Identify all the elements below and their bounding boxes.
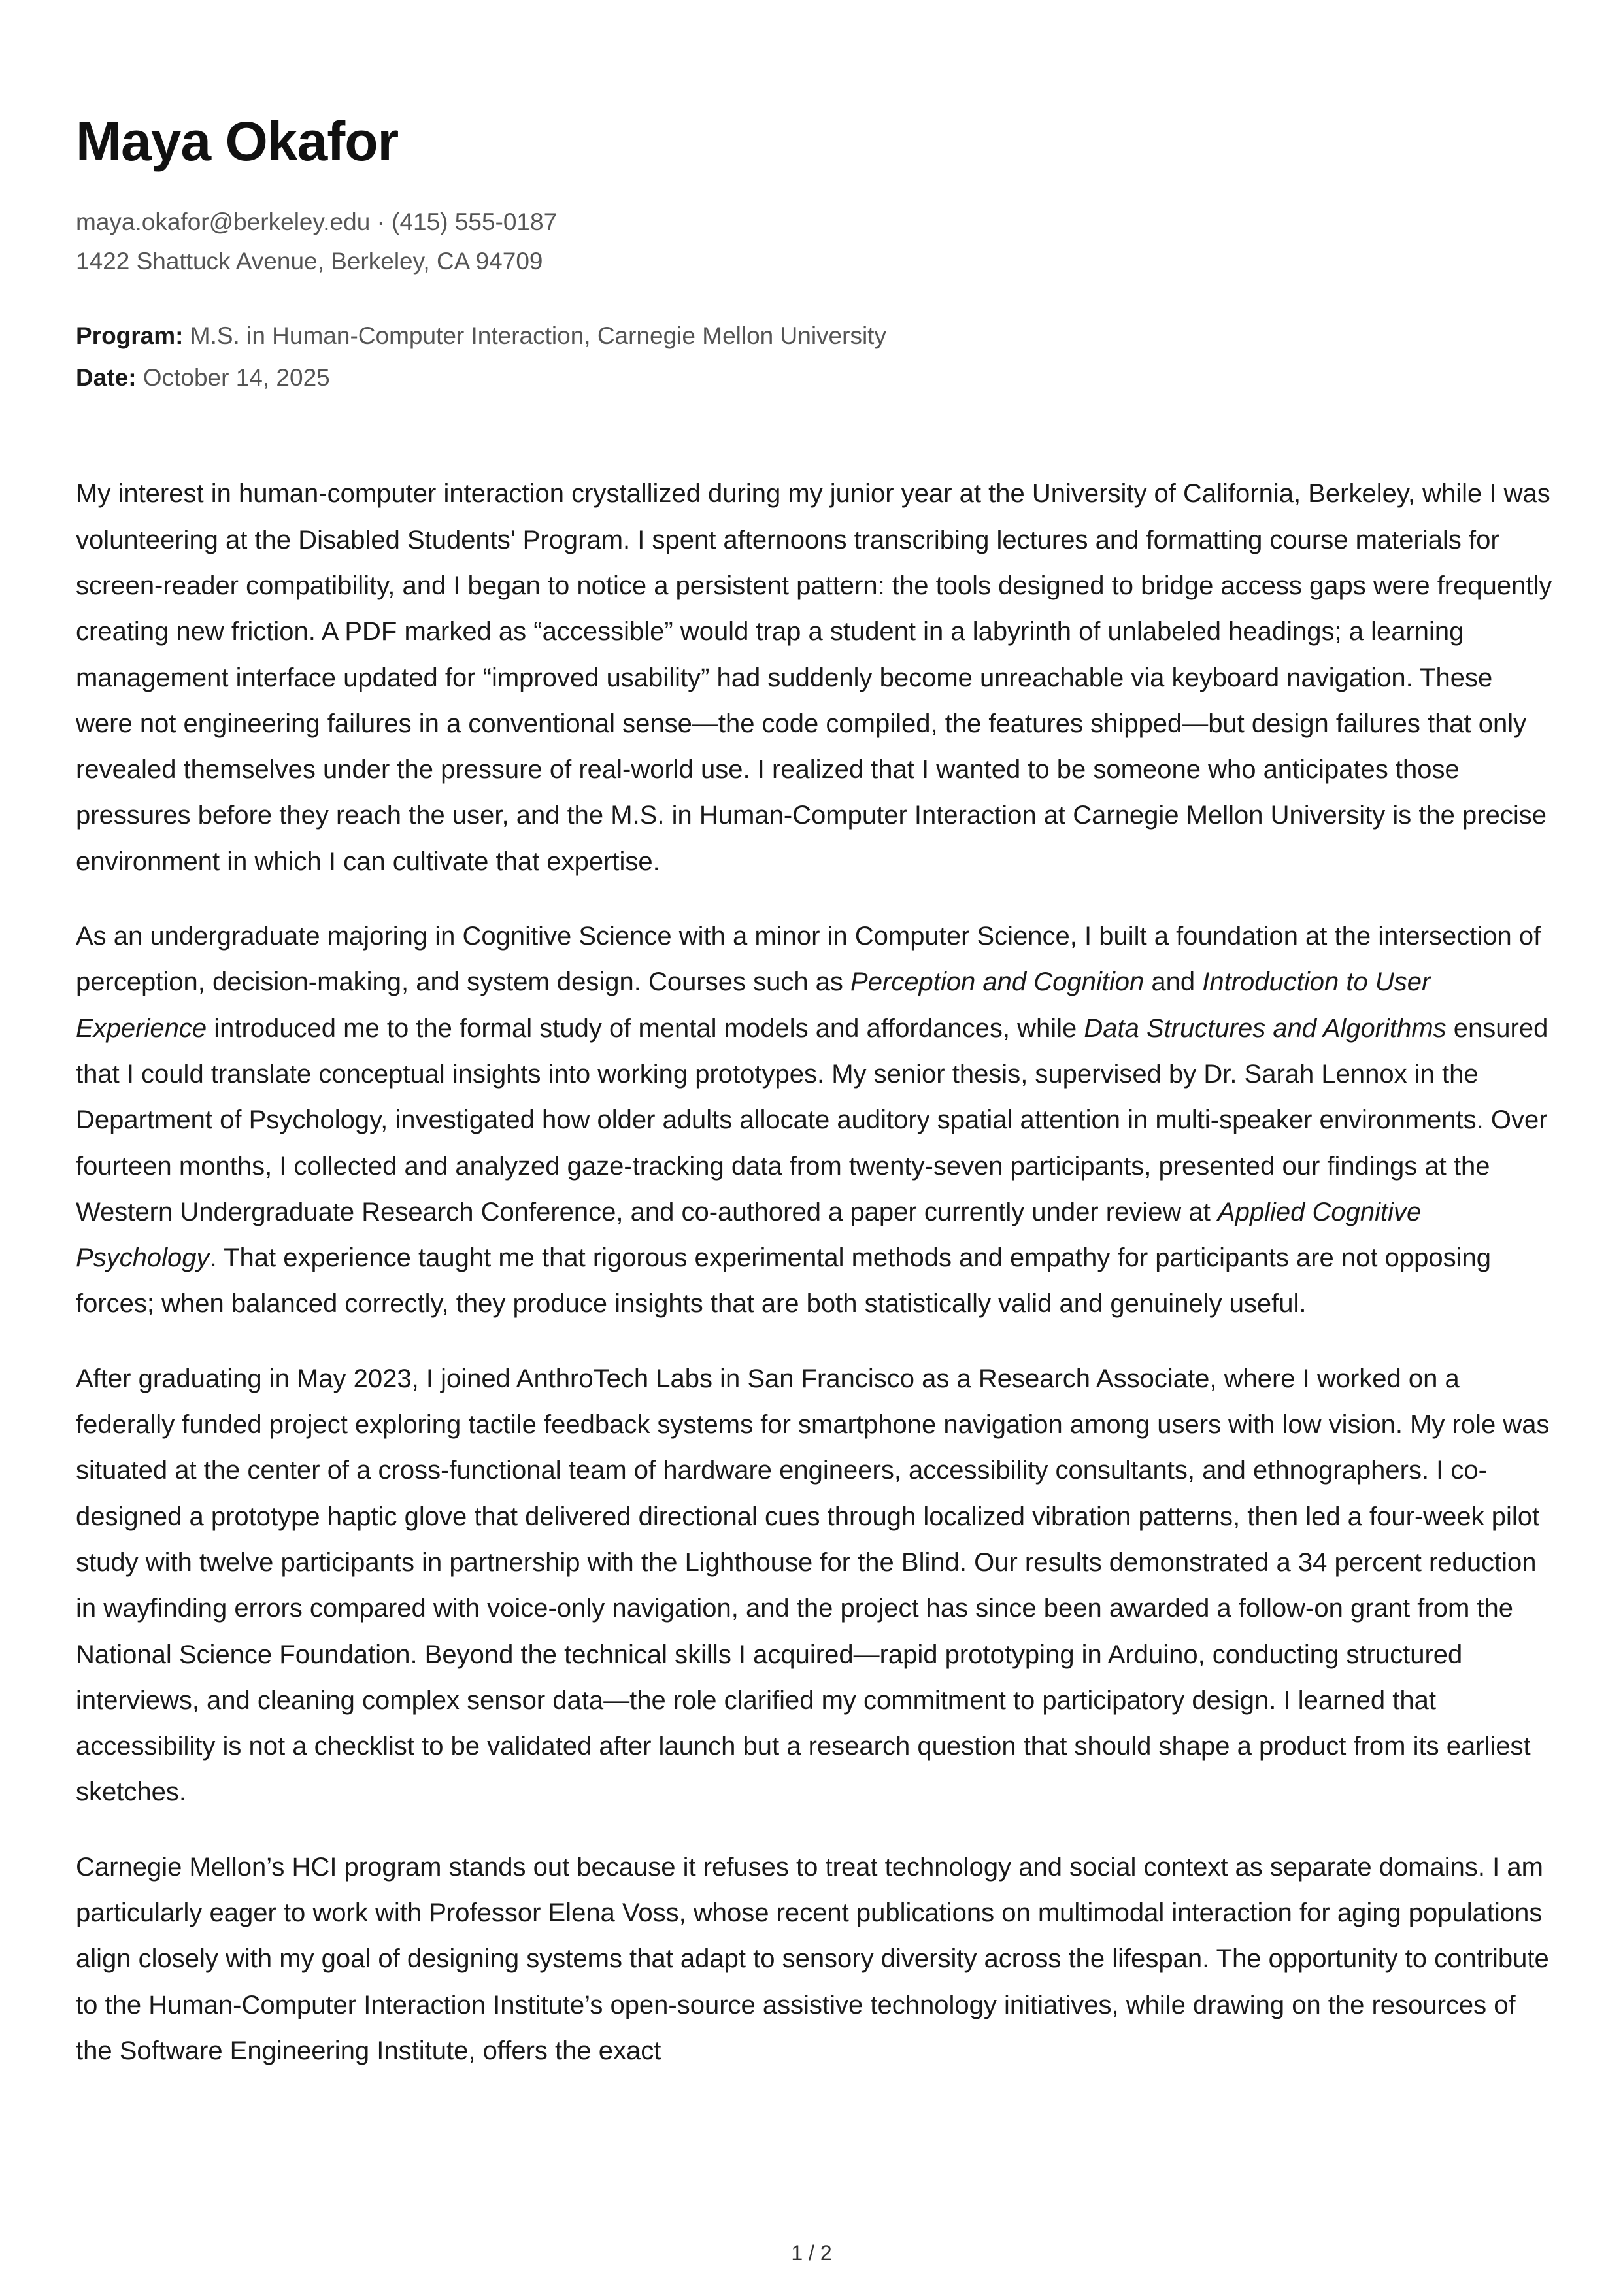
applicant-name: Maya Okafor [76, 110, 399, 172]
document-page [76, 111, 1554, 2102]
date-line [76, 357, 1554, 399]
paragraph-1: My interest in human-computer interaction crystallized during my junior year at the University of California, Berkeley, while I was volunteering at the Disabled Students' Program. I spent afternoons transcribing lectures and formatting course materials for screen-reader compatibility, and I began to notice a persistent pattern: the tools designed to bridge access gaps were frequently creating new friction. A PDF marked as “accessible” would trap a student in a labyrinth of unlabeled headings; a learning management interface updated for “improved usability” had suddenly become unreachable via keyboard navigation. These were not engineering failures in a conventional sense—the code compiled, the features shipped—but design failures that only revealed themselves under the pressure of real-world use. I realized that I wanted to be someone who anticipates those pressures before they reach the user, and the M.S. in Human-Computer Interaction at Carnegie Mellon University is the precise environment in which I can cultivate that expertise. [76, 479, 1552, 876]
paragraph-2-text: As an undergraduate majoring in Cognitive Science with a minor in Computer Science, I built a foundation at the intersection of perception, decision-making, and system design. Courses such as [76, 922, 1541, 997]
course-title: Perception and Cognition [850, 968, 1145, 997]
paragraph-2-text: introduced me to the formal study of mental models and affordances, while [207, 1013, 1084, 1043]
paragraph-2-text: ensured that I could translate conceptual insights into working prototypes. My senior thesis, supervised by Dr. Sarah Lennox in the Department of Psychology, investigated how older adults allocate auditory spatial attention in multi-speaker environments. Over fourteen months, I collected and analyzed gaze-tracking data from twenty-seven participants, presented our findings at the Western Undergraduate Research Conference, and co-authored a paper currently under review at [76, 1013, 1548, 1226]
program-line [76, 315, 1554, 357]
statement-body [76, 471, 1554, 2074]
paragraph-4: Carnegie Mellon’s HCI program stands out because it refuses to treat technology and social context as separate domains. I am particularly eager to work with Professor Elena Voss, whose recent publications on multimodal interaction for aging populations align closely with my goal of designing systems that adapt to sensory diversity across the lifespan. The opportunity to contribute to the Human-Computer Interaction Institute’s open-source assistive technology initiatives, while drawing on the resources of the Software Engineering Institute, offers the exact [76, 1852, 1549, 2065]
date-label: Date: [76, 364, 137, 392]
contact-block [76, 203, 1554, 281]
paragraph-2-text: . That experience taught me that rigorous experimental methods and empathy for participants are not opposing forces; when balanced correctly, they produce insights that are both statistically valid and genuinely useful. [76, 1243, 1491, 1319]
program-value: M.S. in Human-Computer Interaction, Carnegie Mellon University [183, 322, 886, 350]
course-title: Introduction to User Experience [76, 968, 1431, 1043]
program-label: Program: [76, 322, 184, 350]
paragraph-2-text: and [1144, 968, 1203, 997]
paragraph-2 [76, 913, 1554, 1327]
date-value: October 14, 2025 [136, 364, 330, 392]
page-indicator: 1 / 2 [791, 2241, 832, 2265]
journal-title: Applied Cognitive Psychology [76, 1197, 1422, 1273]
contact-email-phone: maya.okafor@berkeley.edu · (415) 555-0187 [76, 209, 558, 236]
paragraph-3: After graduating in May 2023, I joined AnthroTech Labs in San Francisco as a Research Associate, where I worked on a federally funded project exploring tactile feedback systems for smartphone navigation among users with low vision. My role was situated at the center of a cross-functional team of hardware engineers, accessibility consultants, and ethnographers. I co-designed a prototype haptic glove that delivered directional cues through localized vibration patterns, then led a four-week pilot study with twelve participants in partnership with the Lighthouse for the Blind. Our results demonstrated a 34 percent reduction in wayfinding errors compared with voice-only navigation, and the project has since been awarded a follow-on grant from the National Science Foundation. Beyond the technical skills I acquired—rapid prototyping in Arduino, conducting structured interviews, and cleaning complex sensor data—the role clarified my commitment to participatory design. I learned that accessibility is not a checklist to be validated after launch but a research question that should shape a product from its earliest sketches. [76, 1364, 1550, 1807]
contact-address: 1422 Shattuck Avenue, Berkeley, CA 94709 [76, 248, 543, 275]
course-title: Data Structures and Algorithms [1084, 1013, 1447, 1043]
meta-block [76, 315, 1554, 399]
